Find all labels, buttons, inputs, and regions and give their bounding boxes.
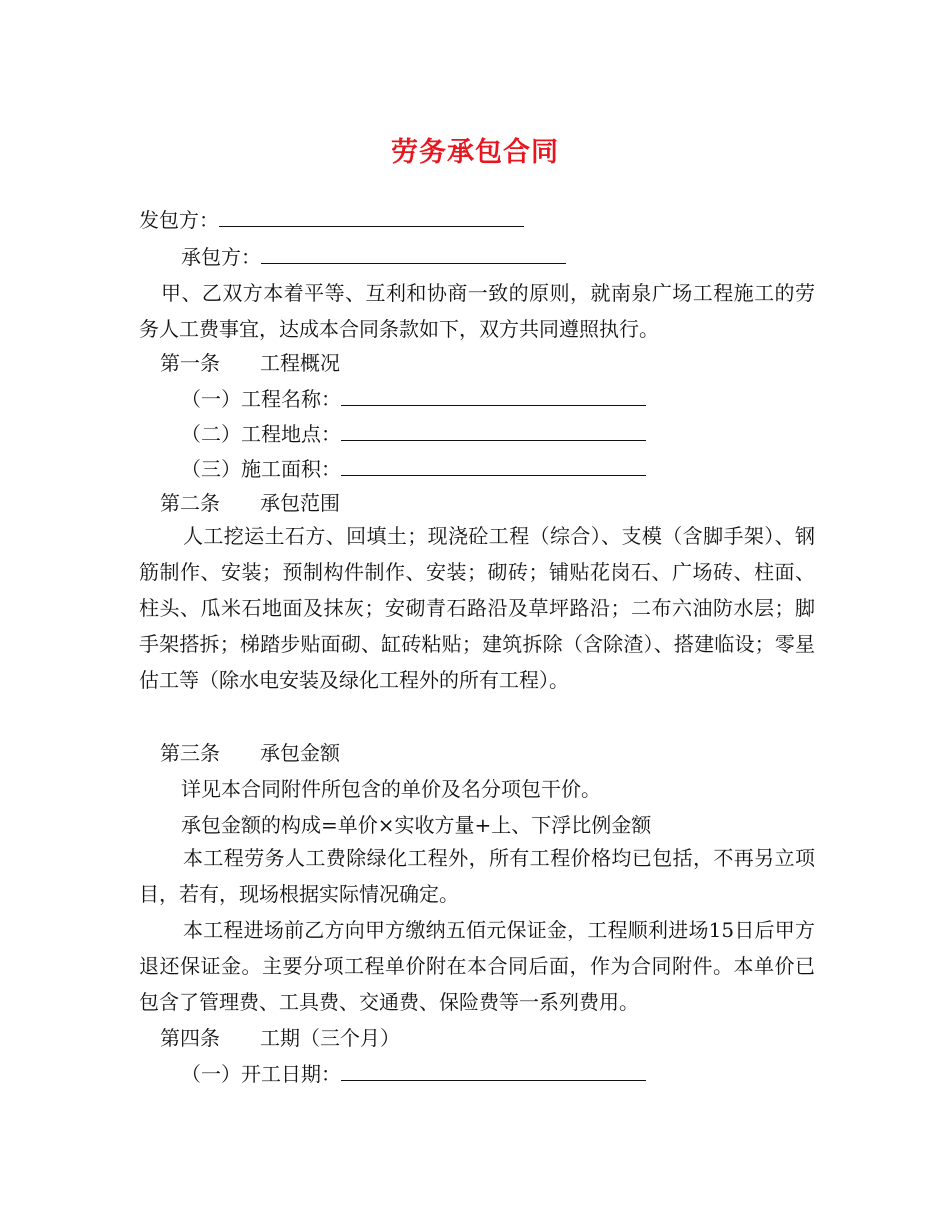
- document-title: 劳务承包合同: [391, 137, 559, 168]
- article2-heading: 第二条 承包范围: [160, 491, 340, 515]
- party-b-blank: [261, 245, 566, 264]
- article1-item-name: [181, 387, 646, 411]
- party-a-blank: [219, 208, 524, 227]
- article3-heading: 第三条 承包金额: [160, 741, 340, 765]
- article3-p2: 承包金额的构成=单价×实收方量+上、下浮比例金额: [181, 813, 652, 837]
- project-location-label: （二）工程地点：: [181, 422, 341, 446]
- article3-p4: 本工程进场前乙方向甲方缴纳五佰元保证金，工程顺利进场15日后甲方退还保证金。主要分项工程单价附在本合同后面，作为合同附件。本单价已包含了管理费、工具费、交通费、保险费等一系列费用。: [139, 918, 815, 1014]
- article1-item-area: [181, 457, 646, 481]
- article1-item-location: [181, 422, 646, 446]
- party-a-label: 发包方：: [139, 208, 219, 232]
- project-name-label: （一）工程名称：: [181, 387, 341, 411]
- party-a-line: [139, 208, 524, 232]
- article3-p3: 本工程劳务人工费除绿化工程外，所有工程价格均已包括，不再另立项目，若有，现场根据实际情况确定。: [139, 846, 815, 906]
- article4-heading: 第四条 工期（三个月）: [160, 1026, 400, 1050]
- project-location-blank: [341, 422, 646, 441]
- start-date-blank: [341, 1062, 646, 1081]
- article4-item-start-date: [181, 1062, 646, 1086]
- article1-heading: 第一条 工程概况: [160, 351, 340, 375]
- article2-body: 人工挖运土石方、回填土；现浇砼工程（综合）、支模（含脚手架）、钢筋制作、安装；预制构件制作、安装；砌砖；铺贴花岗石、广场砖、柱面、柱头、瓜米石地面及抹灰；安砌青石路沿及草坪路沿；二布六油防水层；脚手架搭拆；梯踏步贴面砌、缸砖粘贴；建筑拆除（含除渣）、搭建临设；零星估工等（除水电安装及绿化工程外的所有工程）。: [139, 524, 815, 692]
- construction-area-label: （三）施工面积：: [181, 457, 341, 481]
- party-b-line: [181, 245, 566, 269]
- start-date-label: （一）开工日期：: [181, 1062, 341, 1086]
- intro-paragraph: 甲、乙双方本着平等、互利和协商一致的原则，就南泉广场工程施工的劳务人工费事宜，达成本合同条款如下，双方共同遵照执行。: [139, 281, 815, 341]
- construction-area-blank: [341, 457, 646, 476]
- party-b-label: 承包方：: [181, 245, 261, 269]
- article3-p1: 详见本合同附件所包含的单价及名分项包干价。: [181, 777, 601, 801]
- project-name-blank: [341, 387, 646, 406]
